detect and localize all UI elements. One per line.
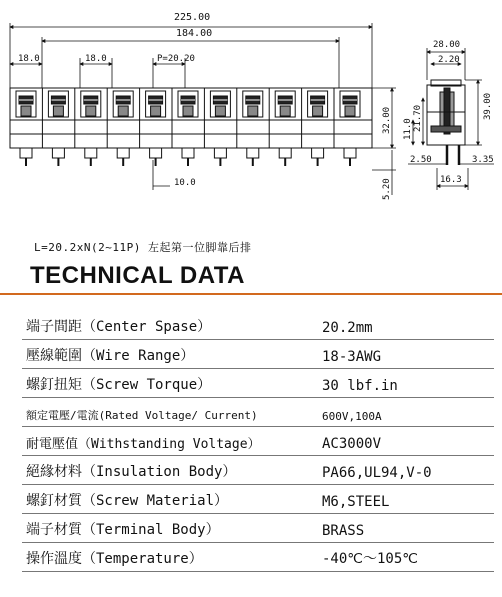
- dim-first-pitch: 18.0: [85, 54, 107, 64]
- dim-foot-left: 2.50: [410, 155, 432, 165]
- spec-value: BRASS: [322, 523, 365, 539]
- spec-label: 耐電壓值（Withstanding Voltage）: [26, 437, 261, 452]
- spec-row: [22, 427, 494, 456]
- spec-label: 螺釘扭矩（Screw Torque）: [26, 377, 212, 393]
- heading-divider: [0, 293, 502, 295]
- front-view: [10, 88, 372, 166]
- terminal-position: [302, 88, 328, 166]
- dim-pin-length: 5.20: [382, 178, 392, 200]
- spec-value: 20.2mm: [322, 320, 373, 336]
- spec-table: [22, 311, 494, 572]
- spec-value: AC3000V: [322, 436, 382, 452]
- dim-side-inset: 2.20: [438, 55, 460, 65]
- dim-lower-height: 11.0: [403, 118, 413, 140]
- spec-value: PA66,UL94,V-0: [322, 465, 432, 481]
- terminal-position: [237, 88, 263, 166]
- dim-side-height: 39.00: [483, 92, 493, 120]
- terminal-position: [10, 88, 36, 166]
- spec-label: 壓線範圍（Wire Range）: [26, 348, 195, 364]
- terminal-position: [269, 88, 295, 166]
- spec-label: 螺釘材質（Screw Material）: [26, 493, 229, 509]
- spec-label: 端子間距（Center Spase）: [26, 319, 212, 335]
- spec-value: -40℃～105℃: [322, 551, 419, 567]
- spec-value: 18-3AWG: [322, 349, 382, 365]
- terminal-position: [42, 88, 68, 166]
- spec-row: [22, 485, 494, 514]
- spec-value: M6,STEEL: [322, 494, 390, 510]
- terminal-position: [334, 88, 360, 166]
- dim-bottom-offset: 10.0: [174, 178, 196, 188]
- spec-row: [22, 514, 494, 543]
- spec-row: [22, 369, 494, 398]
- dim-pitch: P=20.20: [157, 54, 195, 64]
- spec-value: 600V,100A: [322, 410, 382, 423]
- terminal-position: [172, 88, 198, 166]
- spec-label: 端子材質（Terminal Body）: [26, 522, 220, 538]
- spec-label: 額定電壓/電流(Rated Voltage/ Current): [26, 409, 258, 422]
- side-view: [427, 80, 465, 165]
- dim-overall-length: 225.00: [174, 12, 211, 23]
- spec-row: [22, 543, 494, 572]
- terminal-position: [140, 88, 166, 166]
- dim-foot-right: 3.35: [472, 155, 494, 165]
- terminal-position: [204, 88, 230, 166]
- spec-value: 30 lbf.in: [322, 378, 398, 394]
- dim-foot-width: 16.3: [440, 175, 462, 185]
- dim-body-height: 32.00: [382, 106, 392, 134]
- note-text: L=20.2xN(2~11P) 左起第一位脚靠后排: [34, 241, 252, 254]
- terminal-position: [75, 88, 101, 166]
- dim-edge-offset: 18.0: [18, 54, 40, 64]
- dim-pitch-span: 184.00: [176, 28, 213, 39]
- dim-side-width: 28.00: [433, 40, 461, 50]
- spec-row: [22, 311, 494, 340]
- spec-label: 操作溫度（Temperature）: [26, 551, 203, 567]
- spec-row: [22, 398, 494, 427]
- terminal-position: [107, 88, 133, 166]
- spec-row: [22, 340, 494, 369]
- section-heading: TECHNICAL DATA: [30, 262, 245, 289]
- spec-label: 絕緣材料（Insulation Body）: [26, 464, 237, 480]
- dim-mid-height: 21.70: [413, 104, 423, 132]
- spec-row: [22, 456, 494, 485]
- technical-drawing: [0, 0, 502, 230]
